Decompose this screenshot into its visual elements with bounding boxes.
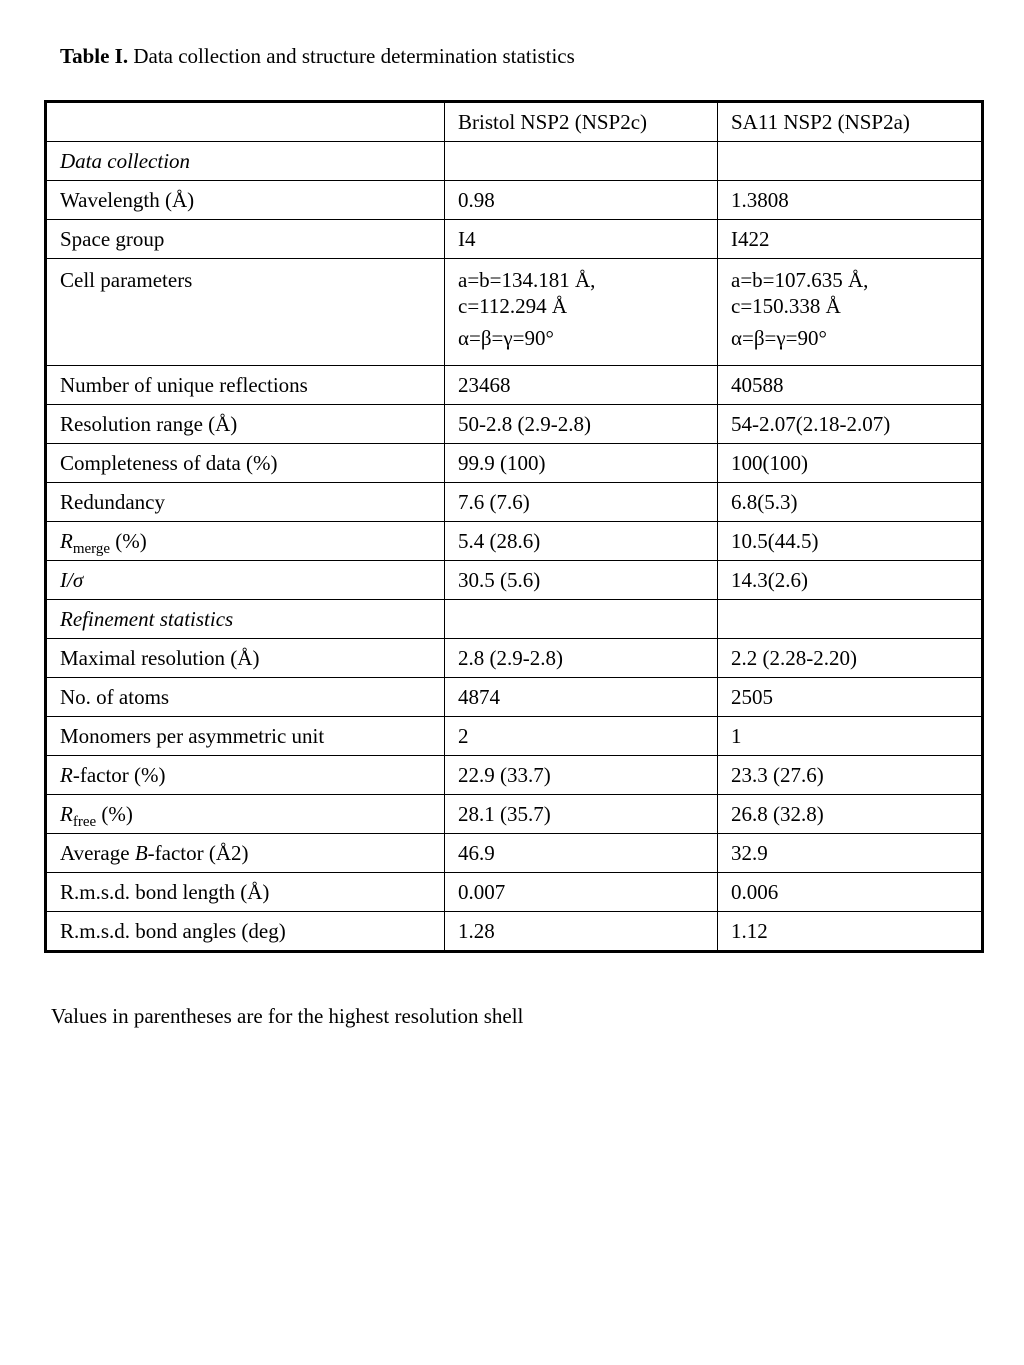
row-value-bristol: 23468 — [445, 366, 718, 405]
row-value-sa11: 0.006 — [718, 873, 983, 912]
row-value-bristol — [445, 259, 718, 366]
label-rest: (%) — [110, 529, 147, 553]
statistics-table — [44, 100, 984, 953]
label-symbol: R — [60, 529, 73, 553]
row-label: Monomers per asymmetric unit — [46, 717, 445, 756]
section-label-data-collection: Data collection — [46, 142, 445, 181]
row-value-sa11: 54-2.07(2.18-2.07) — [718, 405, 983, 444]
table-row-unique-reflections — [46, 366, 983, 405]
row-value-sa11: 10.5(44.5) — [718, 522, 983, 561]
row-value-bristol: 0.007 — [445, 873, 718, 912]
table-row-max-resolution — [46, 639, 983, 678]
row-label — [46, 795, 445, 834]
table-row-resolution-range — [46, 405, 983, 444]
row-label: Cell parameters — [46, 259, 445, 366]
row-value-bristol: 2 — [445, 717, 718, 756]
row-label: Wavelength (Å) — [46, 181, 445, 220]
row-value-sa11: 6.8(5.3) — [718, 483, 983, 522]
table-row-r-free — [46, 795, 983, 834]
table-caption-text: Data collection and structure determination statistics — [133, 44, 575, 68]
row-value-bristol: 7.6 (7.6) — [445, 483, 718, 522]
row-value-sa11: 32.9 — [718, 834, 983, 873]
row-value-bristol: 0.98 — [445, 181, 718, 220]
table-row-average-bfactor — [46, 834, 983, 873]
label-symbol: R — [60, 763, 73, 787]
row-label — [46, 756, 445, 795]
row-value-sa11: 2505 — [718, 678, 983, 717]
section-empty-cell — [445, 600, 718, 639]
cell-param-line-1: a=b=134.181 Å, — [458, 268, 596, 292]
row-value-sa11 — [718, 259, 983, 366]
table-row-bond-angles — [46, 912, 983, 952]
row-value-sa11: 23.3 (27.6) — [718, 756, 983, 795]
label-symbol: R — [60, 802, 73, 826]
row-value-bristol: 99.9 (100) — [445, 444, 718, 483]
row-value-sa11: 40588 — [718, 366, 983, 405]
cell-param-line-3: α=β=γ=90° — [731, 326, 827, 350]
header-cell-bristol: Bristol NSP2 (NSP2c) — [445, 102, 718, 142]
row-value-bristol: 28.1 (35.7) — [445, 795, 718, 834]
row-label: Resolution range (Å) — [46, 405, 445, 444]
table-row-monomers — [46, 717, 983, 756]
row-value-bristol: 1.28 — [445, 912, 718, 952]
header-cell-sa11: SA11 NSP2 (NSP2a) — [718, 102, 983, 142]
row-value-bristol: 30.5 (5.6) — [445, 561, 718, 600]
row-label — [46, 522, 445, 561]
row-value-sa11: 26.8 (32.8) — [718, 795, 983, 834]
section-empty-cell — [718, 142, 983, 181]
label-rest: (%) — [96, 802, 133, 826]
row-value-bristol: I4 — [445, 220, 718, 259]
row-value-bristol: 5.4 (28.6) — [445, 522, 718, 561]
table-row-i-sigma — [46, 561, 983, 600]
cell-param-line-3: α=β=γ=90° — [458, 326, 554, 350]
table-row-bond-length — [46, 873, 983, 912]
cell-param-line-1: a=b=107.635 Å, — [731, 268, 869, 292]
row-label: R.m.s.d. bond angles (deg) — [46, 912, 445, 952]
section-row-data-collection — [46, 142, 983, 181]
row-value-sa11: 1.3808 — [718, 181, 983, 220]
table-row-space-group — [46, 220, 983, 259]
row-value-bristol: 50-2.8 (2.9-2.8) — [445, 405, 718, 444]
row-value-sa11: 1.12 — [718, 912, 983, 952]
label-rest: -factor (%) — [72, 763, 166, 787]
table-row-no-atoms — [46, 678, 983, 717]
section-row-refinement — [46, 600, 983, 639]
row-label: Number of unique reflections — [46, 366, 445, 405]
label-prefix: Average — [60, 841, 135, 865]
table-header-row — [46, 102, 983, 142]
label-symbol: B — [134, 841, 148, 865]
table-caption — [60, 43, 575, 69]
row-value-sa11: 1 — [718, 717, 983, 756]
row-value-sa11: 2.2 (2.28-2.20) — [718, 639, 983, 678]
table-row-rmerge — [46, 522, 983, 561]
row-label: No. of atoms — [46, 678, 445, 717]
cell-param-line-2: c=112.294 Å — [458, 294, 568, 318]
section-label-refinement: Refinement statistics — [46, 600, 445, 639]
row-value-bristol: 2.8 (2.9-2.8) — [445, 639, 718, 678]
row-label: Completeness of data (%) — [46, 444, 445, 483]
row-label: Space group — [46, 220, 445, 259]
section-empty-cell — [445, 142, 718, 181]
table-caption-label: Table I. — [60, 44, 129, 68]
row-label: R.m.s.d. bond length (Å) — [46, 873, 445, 912]
row-value-sa11: 14.3(2.6) — [718, 561, 983, 600]
table-row-wavelength — [46, 181, 983, 220]
section-empty-cell — [718, 600, 983, 639]
row-label — [46, 834, 445, 873]
table-row-r-factor — [46, 756, 983, 795]
row-value-sa11: 100(100) — [718, 444, 983, 483]
row-label: I/σ — [46, 561, 445, 600]
label-subscript: merge — [72, 541, 111, 558]
label-subscript: free — [72, 814, 97, 831]
row-label: Maximal resolution (Å) — [46, 639, 445, 678]
cell-param-line-2: c=150.338 Å — [731, 294, 841, 318]
table-row-cell-parameters — [46, 259, 983, 366]
label-rest: -factor (Å2) — [147, 841, 249, 865]
table-footnote: Values in parentheses are for the highest resolution shell — [51, 1004, 524, 1028]
table-row-redundancy — [46, 483, 983, 522]
row-value-bristol: 4874 — [445, 678, 718, 717]
table-row-completeness — [46, 444, 983, 483]
header-cell-empty — [46, 102, 445, 142]
row-value-bristol: 22.9 (33.7) — [445, 756, 718, 795]
row-label: Redundancy — [46, 483, 445, 522]
row-value-bristol: 46.9 — [445, 834, 718, 873]
row-value-sa11: I422 — [718, 220, 983, 259]
